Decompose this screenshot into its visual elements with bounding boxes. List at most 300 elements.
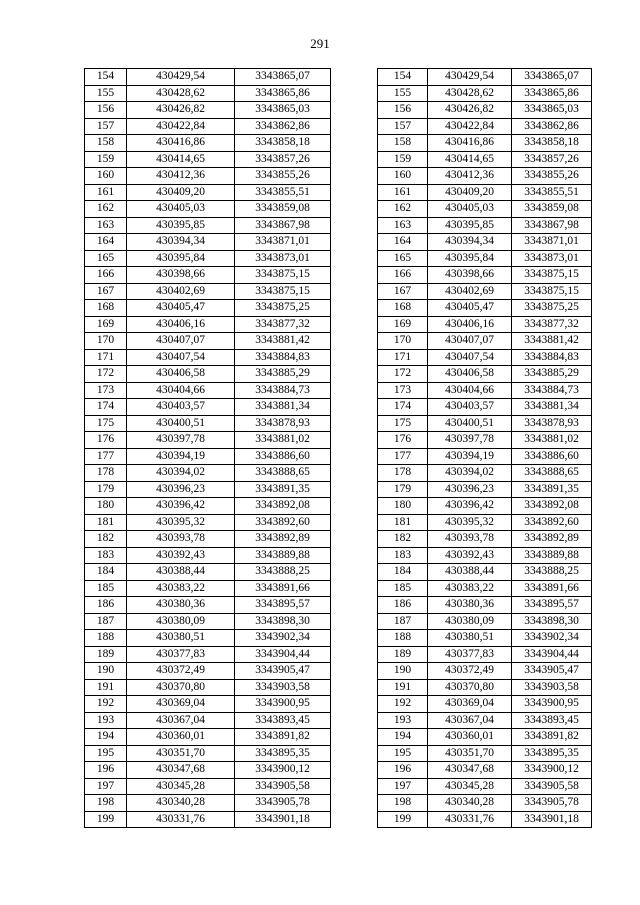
x-coordinate-cell: 430396,23 bbox=[428, 481, 512, 498]
point-number-cell: 185 bbox=[85, 580, 127, 597]
x-coordinate-cell: 430409,20 bbox=[428, 184, 512, 201]
y-coordinate-cell: 3343900,12 bbox=[235, 762, 331, 779]
table-row bbox=[378, 399, 592, 416]
point-number-cell: 156 bbox=[378, 102, 428, 119]
point-number-cell: 195 bbox=[85, 745, 127, 762]
x-coordinate-cell: 430426,82 bbox=[428, 102, 512, 119]
table-row bbox=[378, 531, 592, 548]
y-coordinate-cell: 3343889,88 bbox=[235, 547, 331, 564]
point-number-cell: 160 bbox=[378, 168, 428, 185]
y-coordinate-cell: 3343881,34 bbox=[235, 399, 331, 416]
point-number-cell: 177 bbox=[85, 448, 127, 465]
table-row bbox=[85, 531, 331, 548]
point-number-cell: 164 bbox=[378, 234, 428, 251]
point-number-cell: 191 bbox=[85, 679, 127, 696]
y-coordinate-cell: 3343895,35 bbox=[512, 745, 592, 762]
table-row bbox=[378, 597, 592, 614]
x-coordinate-cell: 430396,23 bbox=[127, 481, 235, 498]
x-coordinate-cell: 430422,84 bbox=[127, 118, 235, 135]
table-row bbox=[378, 448, 592, 465]
y-coordinate-cell: 3343892,08 bbox=[235, 498, 331, 515]
x-coordinate-cell: 430360,01 bbox=[127, 729, 235, 746]
x-coordinate-cell: 430395,85 bbox=[127, 217, 235, 234]
table-row bbox=[378, 415, 592, 432]
x-coordinate-cell: 430396,42 bbox=[127, 498, 235, 515]
table-row bbox=[378, 151, 592, 168]
x-coordinate-cell: 430370,80 bbox=[127, 679, 235, 696]
point-number-cell: 181 bbox=[378, 514, 428, 531]
y-coordinate-cell: 3343884,73 bbox=[512, 382, 592, 399]
x-coordinate-cell: 430414,65 bbox=[428, 151, 512, 168]
x-coordinate-cell: 430395,84 bbox=[428, 250, 512, 267]
x-coordinate-cell: 430422,84 bbox=[428, 118, 512, 135]
point-number-cell: 163 bbox=[378, 217, 428, 234]
table-row bbox=[85, 118, 331, 135]
y-coordinate-cell: 3343900,95 bbox=[512, 696, 592, 713]
y-coordinate-cell: 3343905,58 bbox=[512, 778, 592, 795]
point-number-cell: 159 bbox=[378, 151, 428, 168]
y-coordinate-cell: 3343892,89 bbox=[235, 531, 331, 548]
page-number: 291 bbox=[310, 36, 330, 51]
point-number-cell: 186 bbox=[85, 597, 127, 614]
point-number-cell: 182 bbox=[85, 531, 127, 548]
point-number-cell: 185 bbox=[378, 580, 428, 597]
y-coordinate-cell: 3343900,12 bbox=[512, 762, 592, 779]
x-coordinate-cell: 430380,51 bbox=[127, 630, 235, 647]
table-row bbox=[85, 498, 331, 515]
y-coordinate-cell: 3343867,98 bbox=[512, 217, 592, 234]
y-coordinate-cell: 3343871,01 bbox=[235, 234, 331, 251]
table-row bbox=[378, 69, 592, 86]
table-row bbox=[85, 646, 331, 663]
table-row bbox=[85, 415, 331, 432]
table-row bbox=[378, 168, 592, 185]
y-coordinate-cell: 3343891,66 bbox=[235, 580, 331, 597]
x-coordinate-cell: 430380,36 bbox=[428, 597, 512, 614]
y-coordinate-cell: 3343891,35 bbox=[512, 481, 592, 498]
y-coordinate-cell: 3343875,15 bbox=[235, 267, 331, 284]
point-number-cell: 181 bbox=[85, 514, 127, 531]
x-coordinate-cell: 430367,04 bbox=[127, 712, 235, 729]
y-coordinate-cell: 3343878,93 bbox=[512, 415, 592, 432]
table-row bbox=[85, 102, 331, 119]
y-coordinate-cell: 3343905,47 bbox=[235, 663, 331, 680]
x-coordinate-cell: 430340,28 bbox=[127, 795, 235, 812]
x-coordinate-cell: 430393,78 bbox=[428, 531, 512, 548]
x-coordinate-cell: 430380,51 bbox=[428, 630, 512, 647]
table-row bbox=[378, 349, 592, 366]
x-coordinate-cell: 430351,70 bbox=[428, 745, 512, 762]
table-row bbox=[378, 283, 592, 300]
y-coordinate-cell: 3343889,88 bbox=[512, 547, 592, 564]
x-coordinate-cell: 430412,36 bbox=[127, 168, 235, 185]
y-coordinate-cell: 3343875,15 bbox=[512, 267, 592, 284]
table-row bbox=[85, 349, 331, 366]
x-coordinate-cell: 430404,66 bbox=[428, 382, 512, 399]
y-coordinate-cell: 3343901,18 bbox=[235, 811, 331, 828]
y-coordinate-cell: 3343898,30 bbox=[235, 613, 331, 630]
point-number-cell: 162 bbox=[85, 201, 127, 218]
point-number-cell: 165 bbox=[378, 250, 428, 267]
x-coordinate-cell: 430405,03 bbox=[428, 201, 512, 218]
point-number-cell: 168 bbox=[85, 300, 127, 317]
point-number-cell: 194 bbox=[85, 729, 127, 746]
y-coordinate-cell: 3343885,29 bbox=[235, 366, 331, 383]
point-number-cell: 166 bbox=[85, 267, 127, 284]
x-coordinate-cell: 430395,85 bbox=[428, 217, 512, 234]
table-row bbox=[378, 382, 592, 399]
y-coordinate-cell: 3343893,45 bbox=[512, 712, 592, 729]
point-number-cell: 169 bbox=[85, 316, 127, 333]
x-coordinate-cell: 430394,02 bbox=[127, 465, 235, 482]
x-coordinate-cell: 430380,09 bbox=[428, 613, 512, 630]
point-number-cell: 196 bbox=[378, 762, 428, 779]
table-row bbox=[85, 514, 331, 531]
x-coordinate-cell: 430402,69 bbox=[127, 283, 235, 300]
x-coordinate-cell: 430380,36 bbox=[127, 597, 235, 614]
point-number-cell: 174 bbox=[85, 399, 127, 416]
table-row bbox=[378, 679, 592, 696]
y-coordinate-cell: 3343900,95 bbox=[235, 696, 331, 713]
table-row bbox=[378, 267, 592, 284]
y-coordinate-cell: 3343862,86 bbox=[512, 118, 592, 135]
y-coordinate-cell: 3343885,29 bbox=[512, 366, 592, 383]
x-coordinate-cell: 430388,44 bbox=[127, 564, 235, 581]
table-row bbox=[85, 481, 331, 498]
table-row bbox=[378, 811, 592, 828]
x-coordinate-cell: 430414,65 bbox=[127, 151, 235, 168]
table-row bbox=[378, 465, 592, 482]
x-coordinate-cell: 430406,16 bbox=[127, 316, 235, 333]
point-number-cell: 178 bbox=[378, 465, 428, 482]
x-coordinate-cell: 430426,82 bbox=[127, 102, 235, 119]
y-coordinate-cell: 3343881,34 bbox=[512, 399, 592, 416]
y-coordinate-cell: 3343875,25 bbox=[512, 300, 592, 317]
point-number-cell: 182 bbox=[378, 531, 428, 548]
x-coordinate-cell: 430394,02 bbox=[428, 465, 512, 482]
y-coordinate-cell: 3343905,58 bbox=[235, 778, 331, 795]
y-coordinate-cell: 3343898,30 bbox=[512, 613, 592, 630]
table-row bbox=[378, 646, 592, 663]
x-coordinate-cell: 430395,32 bbox=[127, 514, 235, 531]
x-coordinate-cell: 430351,70 bbox=[127, 745, 235, 762]
y-coordinate-cell: 3343873,01 bbox=[512, 250, 592, 267]
table-row bbox=[378, 663, 592, 680]
x-coordinate-cell: 430395,32 bbox=[428, 514, 512, 531]
point-number-cell: 166 bbox=[378, 267, 428, 284]
y-coordinate-cell: 3343858,18 bbox=[235, 135, 331, 152]
x-coordinate-cell: 430406,58 bbox=[127, 366, 235, 383]
x-coordinate-cell: 430372,49 bbox=[428, 663, 512, 680]
table-row bbox=[378, 366, 592, 383]
x-coordinate-cell: 430409,20 bbox=[127, 184, 235, 201]
x-coordinate-cell: 430397,78 bbox=[428, 432, 512, 449]
y-coordinate-cell: 3343865,07 bbox=[235, 69, 331, 86]
y-coordinate-cell: 3343855,51 bbox=[512, 184, 592, 201]
table-row bbox=[85, 300, 331, 317]
x-coordinate-cell: 430360,01 bbox=[428, 729, 512, 746]
x-coordinate-cell: 430407,54 bbox=[127, 349, 235, 366]
table-row bbox=[85, 151, 331, 168]
point-number-cell: 199 bbox=[85, 811, 127, 828]
point-number-cell: 194 bbox=[378, 729, 428, 746]
table-row bbox=[85, 465, 331, 482]
table-row bbox=[378, 613, 592, 630]
point-number-cell: 160 bbox=[85, 168, 127, 185]
x-coordinate-cell: 430377,83 bbox=[428, 646, 512, 663]
y-coordinate-cell: 3343904,44 bbox=[512, 646, 592, 663]
x-coordinate-cell: 430331,76 bbox=[127, 811, 235, 828]
point-number-cell: 161 bbox=[378, 184, 428, 201]
x-coordinate-cell: 430429,54 bbox=[428, 69, 512, 86]
y-coordinate-cell: 3343865,86 bbox=[235, 85, 331, 102]
table-row bbox=[378, 514, 592, 531]
y-coordinate-cell: 3343903,58 bbox=[512, 679, 592, 696]
table-row bbox=[85, 316, 331, 333]
x-coordinate-cell: 430383,22 bbox=[428, 580, 512, 597]
table-row bbox=[378, 333, 592, 350]
x-coordinate-cell: 430331,76 bbox=[428, 811, 512, 828]
y-coordinate-cell: 3343902,34 bbox=[235, 630, 331, 647]
point-number-cell: 158 bbox=[378, 135, 428, 152]
y-coordinate-cell: 3343891,82 bbox=[235, 729, 331, 746]
point-number-cell: 192 bbox=[378, 696, 428, 713]
point-number-cell: 180 bbox=[378, 498, 428, 515]
x-coordinate-cell: 430406,58 bbox=[428, 366, 512, 383]
y-coordinate-cell: 3343857,26 bbox=[235, 151, 331, 168]
table-row bbox=[378, 135, 592, 152]
x-coordinate-cell: 430405,47 bbox=[428, 300, 512, 317]
point-number-cell: 193 bbox=[85, 712, 127, 729]
point-number-cell: 188 bbox=[378, 630, 428, 647]
x-coordinate-cell: 430407,54 bbox=[428, 349, 512, 366]
table-row bbox=[85, 267, 331, 284]
y-coordinate-cell: 3343891,35 bbox=[235, 481, 331, 498]
y-coordinate-cell: 3343892,60 bbox=[512, 514, 592, 531]
point-number-cell: 157 bbox=[85, 118, 127, 135]
x-coordinate-cell: 430400,51 bbox=[127, 415, 235, 432]
point-number-cell: 189 bbox=[85, 646, 127, 663]
table-row bbox=[85, 613, 331, 630]
y-coordinate-cell: 3343878,93 bbox=[235, 415, 331, 432]
x-coordinate-cell: 430428,62 bbox=[428, 85, 512, 102]
y-coordinate-cell: 3343862,86 bbox=[235, 118, 331, 135]
y-coordinate-cell: 3343888,25 bbox=[512, 564, 592, 581]
x-coordinate-cell: 430394,34 bbox=[428, 234, 512, 251]
y-coordinate-cell: 3343873,01 bbox=[235, 250, 331, 267]
point-number-cell: 183 bbox=[85, 547, 127, 564]
point-number-cell: 197 bbox=[378, 778, 428, 795]
y-coordinate-cell: 3343895,57 bbox=[512, 597, 592, 614]
point-number-cell: 174 bbox=[378, 399, 428, 416]
y-coordinate-cell: 3343877,32 bbox=[235, 316, 331, 333]
point-number-cell: 167 bbox=[85, 283, 127, 300]
x-coordinate-cell: 430402,69 bbox=[428, 283, 512, 300]
x-coordinate-cell: 430428,62 bbox=[127, 85, 235, 102]
y-coordinate-cell: 3343888,65 bbox=[512, 465, 592, 482]
table-row bbox=[85, 184, 331, 201]
table-row bbox=[85, 778, 331, 795]
x-coordinate-cell: 430380,09 bbox=[127, 613, 235, 630]
table-row bbox=[85, 729, 331, 746]
table-row bbox=[378, 217, 592, 234]
y-coordinate-cell: 3343886,60 bbox=[235, 448, 331, 465]
table-row bbox=[85, 547, 331, 564]
y-coordinate-cell: 3343905,78 bbox=[235, 795, 331, 812]
x-coordinate-cell: 430392,43 bbox=[428, 547, 512, 564]
point-number-cell: 171 bbox=[85, 349, 127, 366]
y-coordinate-cell: 3343892,89 bbox=[512, 531, 592, 548]
y-coordinate-cell: 3343884,83 bbox=[512, 349, 592, 366]
table-row bbox=[85, 448, 331, 465]
point-number-cell: 179 bbox=[378, 481, 428, 498]
y-coordinate-cell: 3343884,73 bbox=[235, 382, 331, 399]
point-number-cell: 190 bbox=[85, 663, 127, 680]
y-coordinate-cell: 3343891,82 bbox=[512, 729, 592, 746]
point-number-cell: 173 bbox=[378, 382, 428, 399]
point-number-cell: 169 bbox=[378, 316, 428, 333]
table-body bbox=[85, 69, 331, 828]
y-coordinate-cell: 3343881,42 bbox=[235, 333, 331, 350]
table-row bbox=[85, 679, 331, 696]
table-row bbox=[85, 217, 331, 234]
table-row bbox=[85, 795, 331, 812]
point-number-cell: 175 bbox=[378, 415, 428, 432]
table-row bbox=[85, 432, 331, 449]
point-number-cell: 154 bbox=[85, 69, 127, 86]
point-number-cell: 154 bbox=[378, 69, 428, 86]
x-coordinate-cell: 430347,68 bbox=[428, 762, 512, 779]
y-coordinate-cell: 3343903,58 bbox=[235, 679, 331, 696]
table-row bbox=[378, 630, 592, 647]
table-row bbox=[378, 696, 592, 713]
table-row bbox=[378, 102, 592, 119]
table-row bbox=[85, 333, 331, 350]
y-coordinate-cell: 3343875,15 bbox=[512, 283, 592, 300]
x-coordinate-cell: 430398,66 bbox=[428, 267, 512, 284]
point-number-cell: 176 bbox=[85, 432, 127, 449]
x-coordinate-cell: 430405,03 bbox=[127, 201, 235, 218]
table-row bbox=[85, 234, 331, 251]
point-number-cell: 198 bbox=[85, 795, 127, 812]
y-coordinate-cell: 3343871,01 bbox=[512, 234, 592, 251]
table-row bbox=[85, 250, 331, 267]
table-row bbox=[85, 762, 331, 779]
point-number-cell: 191 bbox=[378, 679, 428, 696]
x-coordinate-cell: 430403,57 bbox=[127, 399, 235, 416]
point-number-cell: 186 bbox=[378, 597, 428, 614]
table-row bbox=[378, 250, 592, 267]
y-coordinate-cell: 3343855,26 bbox=[512, 168, 592, 185]
y-coordinate-cell: 3343905,47 bbox=[512, 663, 592, 680]
y-coordinate-cell: 3343884,83 bbox=[235, 349, 331, 366]
point-number-cell: 158 bbox=[85, 135, 127, 152]
table-row bbox=[85, 580, 331, 597]
x-coordinate-cell: 430369,04 bbox=[127, 696, 235, 713]
coordinates-table-right bbox=[377, 68, 592, 828]
table-row bbox=[378, 85, 592, 102]
x-coordinate-cell: 430412,36 bbox=[428, 168, 512, 185]
x-coordinate-cell: 430369,04 bbox=[428, 696, 512, 713]
point-number-cell: 161 bbox=[85, 184, 127, 201]
point-number-cell: 175 bbox=[85, 415, 127, 432]
point-number-cell: 173 bbox=[85, 382, 127, 399]
y-coordinate-cell: 3343865,03 bbox=[512, 102, 592, 119]
y-coordinate-cell: 3343902,34 bbox=[512, 630, 592, 647]
x-coordinate-cell: 430396,42 bbox=[428, 498, 512, 515]
table-row bbox=[85, 630, 331, 647]
table-row bbox=[85, 201, 331, 218]
point-number-cell: 156 bbox=[85, 102, 127, 119]
x-coordinate-cell: 430403,57 bbox=[428, 399, 512, 416]
table-row bbox=[378, 184, 592, 201]
y-coordinate-cell: 3343895,35 bbox=[235, 745, 331, 762]
table-row bbox=[378, 712, 592, 729]
table-row bbox=[378, 300, 592, 317]
x-coordinate-cell: 430345,28 bbox=[127, 778, 235, 795]
table-row bbox=[378, 729, 592, 746]
point-number-cell: 159 bbox=[85, 151, 127, 168]
y-coordinate-cell: 3343865,07 bbox=[512, 69, 592, 86]
y-coordinate-cell: 3343877,32 bbox=[512, 316, 592, 333]
point-number-cell: 171 bbox=[378, 349, 428, 366]
table-row bbox=[85, 69, 331, 86]
table-row bbox=[85, 168, 331, 185]
table-row bbox=[85, 597, 331, 614]
table-row bbox=[378, 564, 592, 581]
point-number-cell: 189 bbox=[378, 646, 428, 663]
table-row bbox=[85, 811, 331, 828]
table-row bbox=[378, 432, 592, 449]
y-coordinate-cell: 3343892,08 bbox=[512, 498, 592, 515]
point-number-cell: 183 bbox=[378, 547, 428, 564]
point-number-cell: 170 bbox=[378, 333, 428, 350]
table-row bbox=[85, 712, 331, 729]
table-row bbox=[378, 795, 592, 812]
point-number-cell: 178 bbox=[85, 465, 127, 482]
table-row bbox=[85, 135, 331, 152]
x-coordinate-cell: 430398,66 bbox=[127, 267, 235, 284]
table-row bbox=[378, 118, 592, 135]
y-coordinate-cell: 3343888,65 bbox=[235, 465, 331, 482]
point-number-cell: 192 bbox=[85, 696, 127, 713]
point-number-cell: 187 bbox=[85, 613, 127, 630]
table-row bbox=[378, 498, 592, 515]
x-coordinate-cell: 430347,68 bbox=[127, 762, 235, 779]
point-number-cell: 162 bbox=[378, 201, 428, 218]
y-coordinate-cell: 3343865,03 bbox=[235, 102, 331, 119]
x-coordinate-cell: 430407,07 bbox=[127, 333, 235, 350]
y-coordinate-cell: 3343859,08 bbox=[512, 201, 592, 218]
y-coordinate-cell: 3343888,25 bbox=[235, 564, 331, 581]
y-coordinate-cell: 3343893,45 bbox=[235, 712, 331, 729]
table-row bbox=[378, 234, 592, 251]
point-number-cell: 198 bbox=[378, 795, 428, 812]
table-row bbox=[378, 547, 592, 564]
point-number-cell: 177 bbox=[378, 448, 428, 465]
table-row bbox=[85, 564, 331, 581]
x-coordinate-cell: 430416,86 bbox=[428, 135, 512, 152]
x-coordinate-cell: 430400,51 bbox=[428, 415, 512, 432]
table-row bbox=[378, 481, 592, 498]
y-coordinate-cell: 3343858,18 bbox=[512, 135, 592, 152]
x-coordinate-cell: 430383,22 bbox=[127, 580, 235, 597]
point-number-cell: 155 bbox=[85, 85, 127, 102]
y-coordinate-cell: 3343905,78 bbox=[512, 795, 592, 812]
y-coordinate-cell: 3343865,86 bbox=[512, 85, 592, 102]
table-row bbox=[85, 399, 331, 416]
point-number-cell: 180 bbox=[85, 498, 127, 515]
